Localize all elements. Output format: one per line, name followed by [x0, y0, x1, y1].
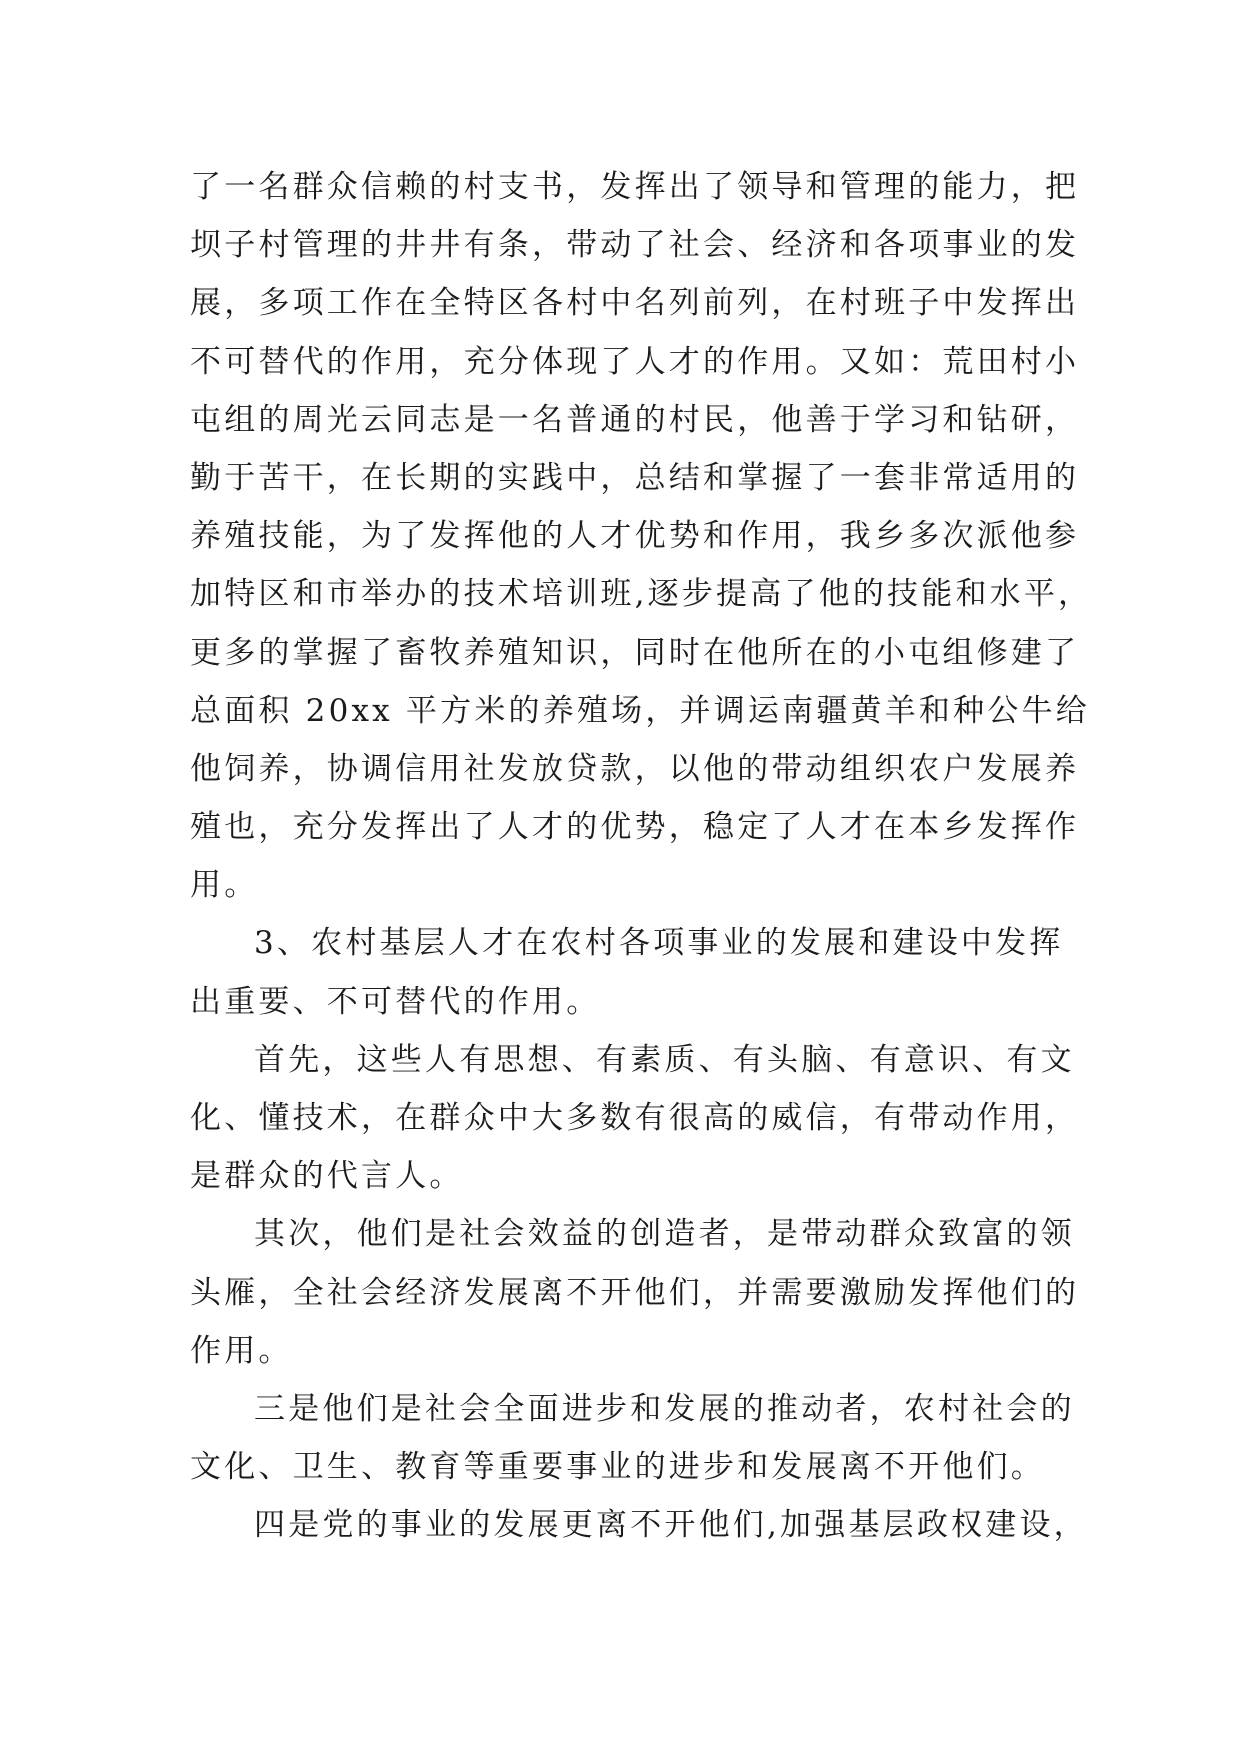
document-body — [190, 158, 1093, 1555]
text-line: 作用。 — [190, 1332, 293, 1369]
text-line: 屯组的周光云同志是一名普通的村民，他善于学习和钻研， — [190, 401, 1080, 438]
text-line: 更多的掌握了畜牧养殖知识，同时在他所在的小屯组修建了 — [190, 634, 1080, 671]
text-line: 文化、卫生、教育等重要事业的进步和发展离不开他们。 — [190, 1449, 1045, 1486]
text-line: 用。 — [190, 867, 259, 904]
text-line: 殖也，充分发挥出了人才的优势，稳定了人才在本乡发挥作 — [190, 809, 1080, 846]
text-line: 其次，他们是社会效益的创造者，是带动群众致富的领 — [254, 1216, 1075, 1253]
text-line: 是群众的代言人。 — [190, 1158, 464, 1195]
text-line: 不可替代的作用，充分体现了人才的作用。又如：荒田村小 — [190, 343, 1080, 380]
text-line: 首先，这些人有思想、有素质、有头脑、有意识、有文 — [254, 1041, 1075, 1078]
text-line: 四是党的事业的发展更离不开他们,加强基层政权建设， — [254, 1507, 1088, 1544]
text-line: 三是他们是社会全面进步和发展的推动者，农村社会的 — [254, 1390, 1075, 1427]
text-line: 坝子村管理的井井有条，带动了社会、经济和各项事业的发 — [190, 227, 1080, 264]
text-line: 加特区和市举办的技术培训班,逐步提高了他的技能和水平， — [190, 576, 1093, 613]
text-line: 3、农村基层人才在农村各项事业的发展和建设中发挥 — [254, 925, 1064, 962]
text-line: 头雁，全社会经济发展离不开他们，并需要激励发挥他们的 — [190, 1274, 1080, 1311]
text-line: 他饲养，协调信用社发放贷款，以他的带动组织农户发展养 — [190, 750, 1080, 787]
text-line: 化、懂技术，在群众中大多数有很高的威信，有带动作用， — [190, 1100, 1080, 1136]
text-line: 养殖技能，为了发挥他的人才优势和作用，我乡多次派他参 — [190, 518, 1080, 555]
text-line: 出重要、不可替代的作用。 — [190, 983, 601, 1020]
text-line: 展，多项工作在全特区各村中名列前列，在村班子中发挥出 — [190, 285, 1080, 322]
text-line: 了一名群众信赖的村支书，发挥出了领导和管理的能力，把 — [190, 169, 1080, 205]
text-line: 勤于苦干，在长期的实践中，总结和掌握了一套非常适用的 — [190, 459, 1080, 496]
text-line: 总面积 20xx 平方米的养殖场，并调运南疆黄羊和种公牛给 — [190, 692, 1090, 729]
